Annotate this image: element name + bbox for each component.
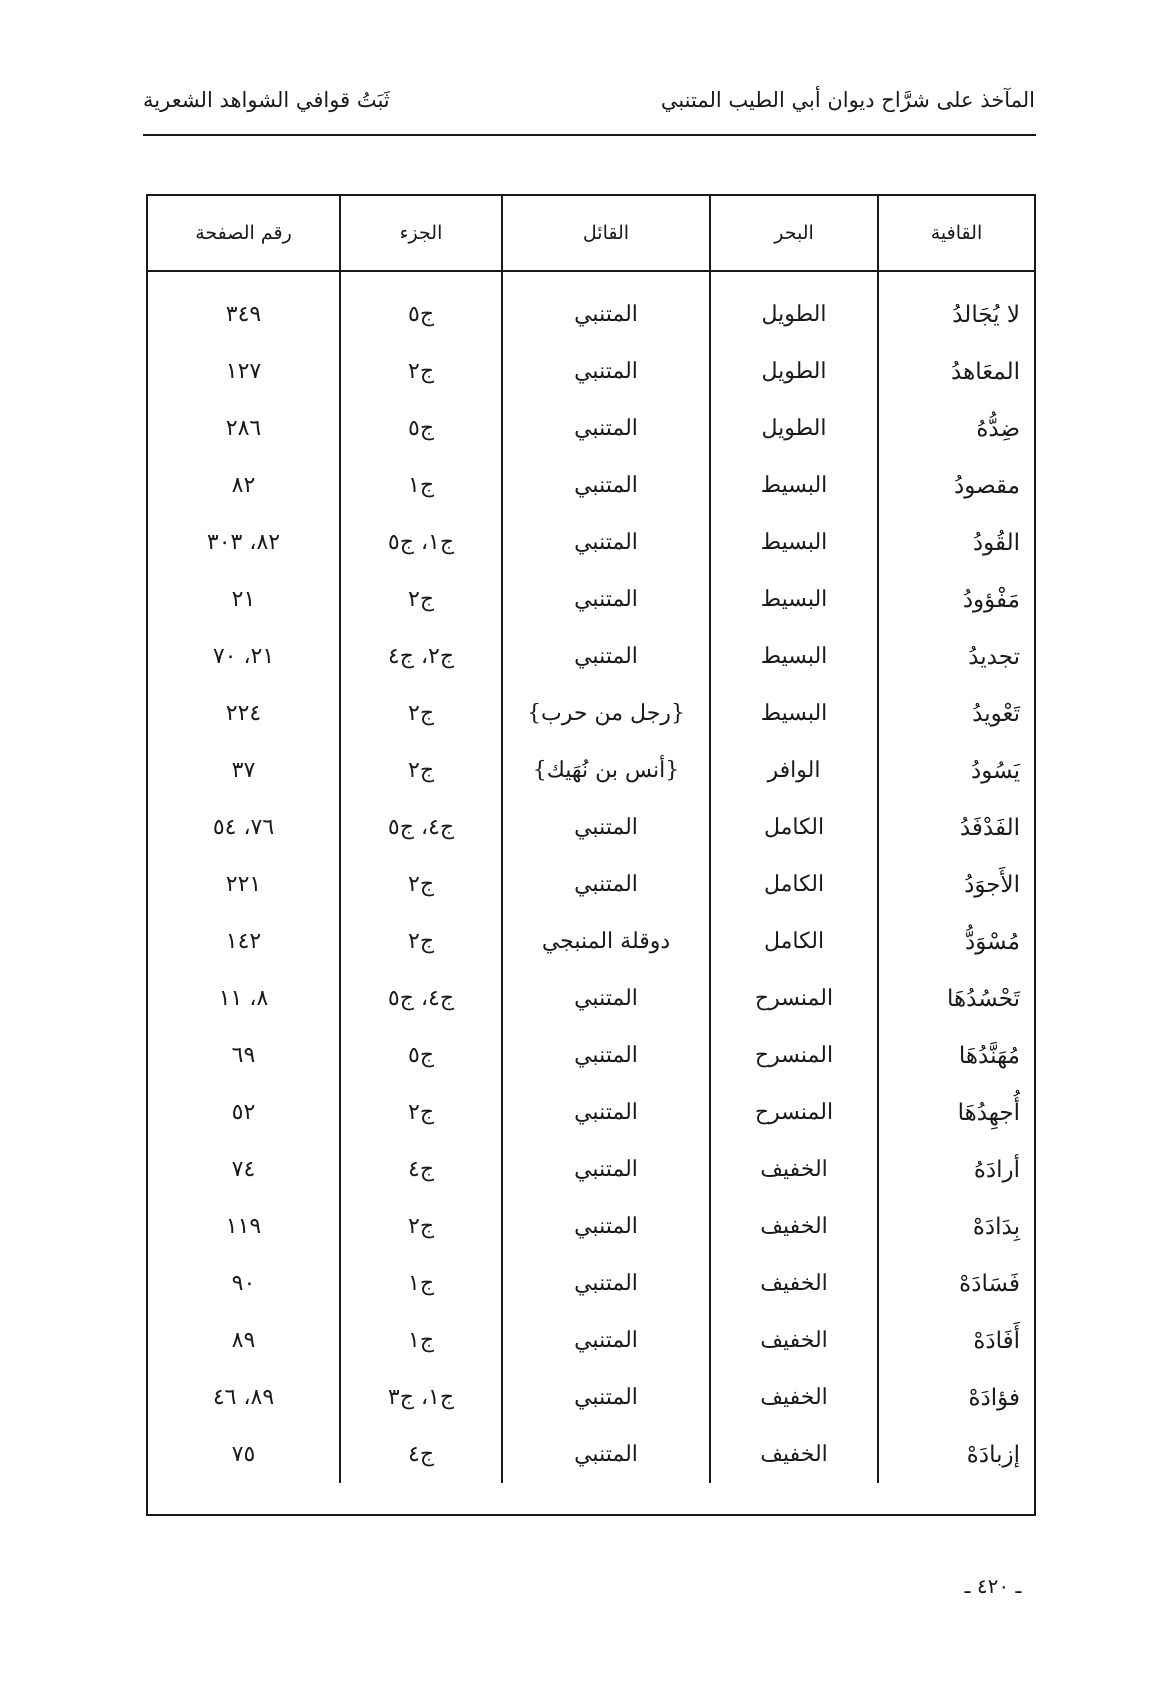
cell-qail: المتنبي xyxy=(502,1141,710,1198)
cell-juz: ج١ xyxy=(340,1312,502,1369)
cell-qail: المتنبي xyxy=(502,457,710,514)
table-header-row xyxy=(148,196,1034,271)
table-row xyxy=(148,343,1034,400)
cell-page: ١٢٧ xyxy=(225,359,262,384)
table-row xyxy=(148,571,1034,628)
cell-page: ٨٢ xyxy=(231,473,256,498)
cell-juz: ج٥ xyxy=(340,1027,502,1084)
cell-juz: ج١، ج٣ xyxy=(340,1369,502,1426)
cell-qail: المتنبي xyxy=(502,628,710,685)
cell-qail: المتنبي xyxy=(502,1198,710,1255)
table-row xyxy=(148,685,1034,742)
cell-bahr: الطويل xyxy=(710,400,878,457)
cell-qail: المتنبي xyxy=(502,799,710,856)
cell-qafiya: ضِدُّهُ xyxy=(878,400,1034,457)
cell-juz: ج٤، ج٥ xyxy=(340,799,502,856)
cell-page: ١١٩ xyxy=(225,1214,262,1239)
cell-qafiya: أرادَهُ xyxy=(878,1141,1034,1198)
table-row xyxy=(148,1255,1034,1312)
cell-bahr: البسيط xyxy=(710,628,878,685)
cell-juz: ج١، ج٥ xyxy=(340,514,502,571)
table-row xyxy=(148,799,1034,856)
cell-qail: المتنبي xyxy=(502,1369,710,1426)
cell-bahr: الخفيف xyxy=(710,1312,878,1369)
cell-juz: ج٢ xyxy=(340,742,502,799)
cell-juz: ج٤، ج٥ xyxy=(340,970,502,1027)
cell-qail: المتنبي xyxy=(502,1027,710,1084)
cell-qafiya: لا يُجَالدُ xyxy=(878,271,1034,343)
cell-page: ٧٦، ٥٤ xyxy=(212,815,275,840)
cell-qail: المتنبي xyxy=(502,856,710,913)
cell-qafiya: مَفْؤودُ xyxy=(878,571,1034,628)
header-bahr: البحر xyxy=(710,196,878,271)
cell-page: ٨٩، ٤٦ xyxy=(212,1385,275,1410)
cell-juz: ج٢، ج٤ xyxy=(340,628,502,685)
table-row xyxy=(148,1141,1034,1198)
cell-qafiya: تجديدُ xyxy=(878,628,1034,685)
cell-qail: المتنبي xyxy=(502,1426,710,1483)
cell-qafiya: تَعْويدُ xyxy=(878,685,1034,742)
section-title: ثَبَتُ قوافي الشواهد الشعرية xyxy=(143,88,390,112)
cell-qafiya: الأَجوَدُ xyxy=(878,856,1034,913)
cell-bahr: البسيط xyxy=(710,457,878,514)
book-title: المآخذ على شرَّاح ديوان أبي الطيب المتنبي xyxy=(660,88,1035,112)
cell-page: ٣٧ xyxy=(231,758,256,783)
cell-qafiya: أَفَادَهْ xyxy=(878,1312,1034,1369)
cell-qafiya: القُودُ xyxy=(878,514,1034,571)
cell-qail: المتنبي xyxy=(502,1255,710,1312)
table-row xyxy=(148,1084,1034,1141)
cell-bahr: الطويل xyxy=(710,343,878,400)
cell-qail: المتنبي xyxy=(502,1084,710,1141)
page-number: ـ ٤٢٠ ـ xyxy=(964,1574,1022,1598)
cell-bahr: الكامل xyxy=(710,913,878,970)
cell-bahr: المنسرح xyxy=(710,970,878,1027)
cell-qail: المتنبي xyxy=(502,343,710,400)
cell-page: ٣٤٩ xyxy=(225,302,262,327)
cell-page: ٢٢٤ xyxy=(225,701,262,726)
cell-qafiya: بِدَادَهْ xyxy=(878,1198,1034,1255)
rhymes-table xyxy=(146,194,1036,1516)
table-row xyxy=(148,1198,1034,1255)
cell-page: ٢١ xyxy=(231,587,256,612)
cell-page: ٩٠ xyxy=(231,1271,256,1296)
cell-juz: ج٤ xyxy=(340,1141,502,1198)
cell-page: ٨٢، ٣٠٣ xyxy=(206,530,281,555)
cell-qail: {أنس بن نُهَيك} xyxy=(502,742,710,799)
table-row xyxy=(148,913,1034,970)
cell-qafiya: فَسَادَهْ xyxy=(878,1255,1034,1312)
cell-page: ٢٨٦ xyxy=(225,416,262,441)
cell-bahr: الكامل xyxy=(710,856,878,913)
header-page: رقم الصفحة xyxy=(148,196,340,271)
cell-page: ٥٢ xyxy=(231,1100,256,1125)
cell-page: ٢١، ٧٠ xyxy=(212,644,275,669)
cell-qail: المتنبي xyxy=(502,571,710,628)
header-qafiya: القافية xyxy=(878,196,1034,271)
cell-qail: المتنبي xyxy=(502,400,710,457)
cell-bahr: الكامل xyxy=(710,799,878,856)
cell-juz: ج١ xyxy=(340,457,502,514)
cell-qafiya: مُهَنَّدُهَا xyxy=(878,1027,1034,1084)
cell-bahr: الطويل xyxy=(710,271,878,343)
cell-juz: ج٤ xyxy=(340,1426,502,1483)
cell-juz: ج٢ xyxy=(340,913,502,970)
cell-qail: المتنبي xyxy=(502,970,710,1027)
cell-juz: ج١ xyxy=(340,1255,502,1312)
table-row xyxy=(148,514,1034,571)
cell-qafiya: يَسُودُ xyxy=(878,742,1034,799)
table-row xyxy=(148,1027,1034,1084)
cell-qail: المتنبي xyxy=(502,271,710,343)
cell-juz: ج٢ xyxy=(340,1084,502,1141)
cell-juz: ج٥ xyxy=(340,271,502,343)
cell-juz: ج٢ xyxy=(340,343,502,400)
cell-bahr: الخفيف xyxy=(710,1426,878,1483)
cell-page: ٢٢١ xyxy=(225,872,262,897)
cell-bahr: الوافر xyxy=(710,742,878,799)
cell-juz: ج٢ xyxy=(340,856,502,913)
cell-juz: ج٢ xyxy=(340,685,502,742)
table-row xyxy=(148,1369,1034,1426)
cell-qafiya: فؤادَهْ xyxy=(878,1369,1034,1426)
cell-qafiya: مقصودُ xyxy=(878,457,1034,514)
header-qail: القائل xyxy=(502,196,710,271)
table-row xyxy=(148,1426,1034,1483)
cell-page: ٨٩ xyxy=(231,1328,256,1353)
table-row xyxy=(148,856,1034,913)
table-row xyxy=(148,400,1034,457)
cell-qafiya: تَحْسُدُهَا xyxy=(878,970,1034,1027)
header-rule xyxy=(143,134,1036,136)
header-juz: الجزء xyxy=(340,196,502,271)
cell-page: ٦٩ xyxy=(231,1043,256,1068)
table-row xyxy=(148,970,1034,1027)
cell-bahr: الخفيف xyxy=(710,1198,878,1255)
cell-bahr: البسيط xyxy=(710,571,878,628)
cell-qafiya: أُجهِدُهَا xyxy=(878,1084,1034,1141)
cell-qafiya: المعَاهدُ xyxy=(878,343,1034,400)
cell-page: ٧٥ xyxy=(231,1442,256,1467)
cell-qail: {رجل من حرب} xyxy=(502,685,710,742)
cell-qail: المتنبي xyxy=(502,514,710,571)
cell-juz: ج٢ xyxy=(340,1198,502,1255)
table-row xyxy=(148,1312,1034,1369)
cell-qafiya: مُسْوَدُّ xyxy=(878,913,1034,970)
cell-bahr: المنسرح xyxy=(710,1027,878,1084)
cell-bahr: الخفيف xyxy=(710,1255,878,1312)
cell-bahr: الخفيف xyxy=(710,1369,878,1426)
cell-qafiya: الفَدْفَدُ xyxy=(878,799,1034,856)
table-row xyxy=(148,271,1034,343)
table-row xyxy=(148,742,1034,799)
cell-bahr: الخفيف xyxy=(710,1141,878,1198)
table-row xyxy=(148,457,1034,514)
cell-qail: دوقلة المنبجي xyxy=(502,913,710,970)
cell-page: ١٤٢ xyxy=(225,929,262,954)
cell-bahr: البسيط xyxy=(710,514,878,571)
cell-qafiya: إزبادَهْ xyxy=(878,1426,1034,1483)
cell-juz: ج٢ xyxy=(340,571,502,628)
table-row xyxy=(148,628,1034,685)
cell-bahr: المنسرح xyxy=(710,1084,878,1141)
cell-page: ٧٤ xyxy=(231,1157,256,1182)
table-body xyxy=(148,271,1034,1483)
running-header xyxy=(143,88,1035,134)
cell-page: ٨، ١١ xyxy=(218,986,269,1011)
cell-qail: المتنبي xyxy=(502,1312,710,1369)
cell-juz: ج٥ xyxy=(340,400,502,457)
cell-bahr: البسيط xyxy=(710,685,878,742)
